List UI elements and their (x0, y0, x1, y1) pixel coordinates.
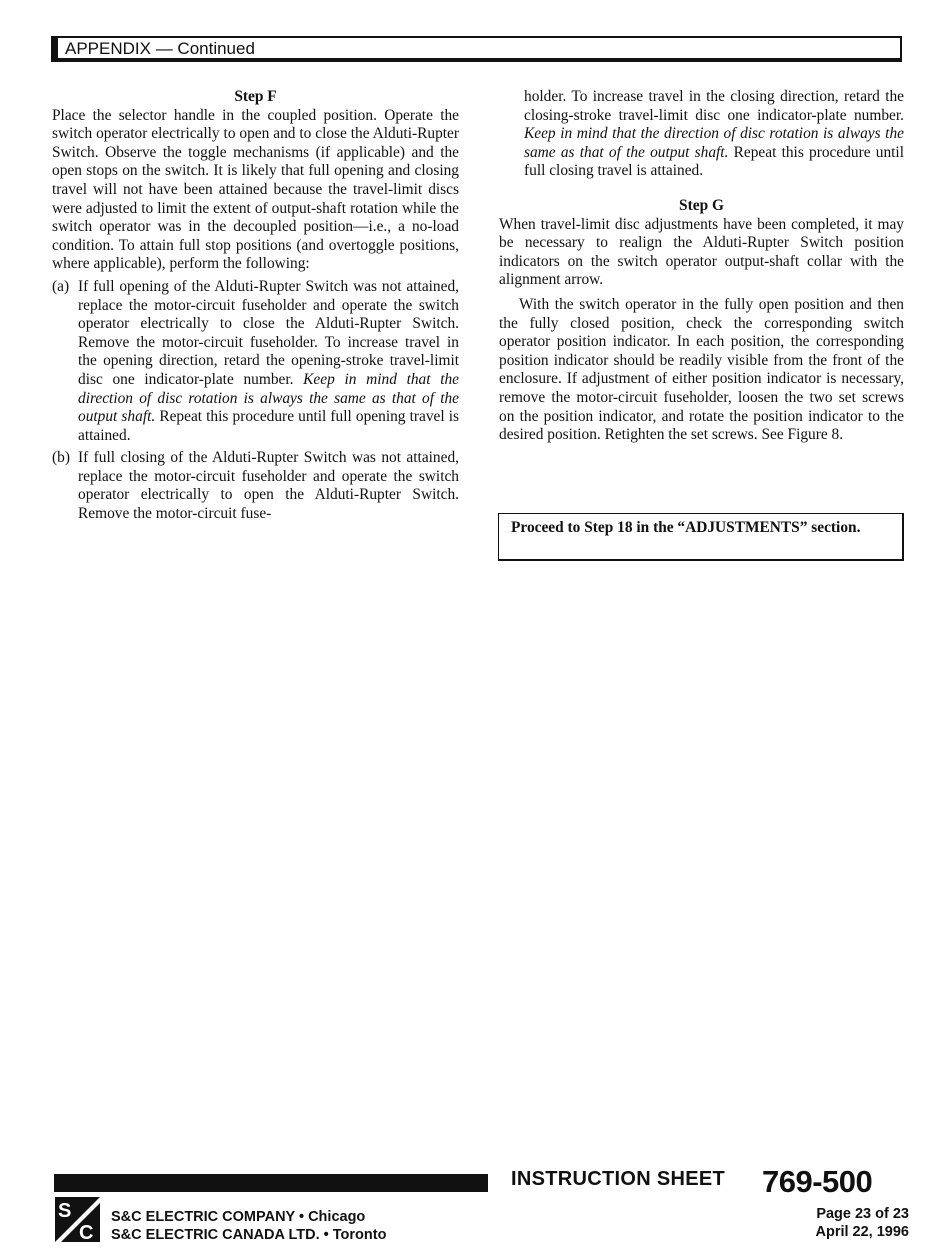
list-body-a (78, 278, 459, 445)
issue-date: April 22, 1996 (815, 1224, 909, 1240)
svg-text:C: C (79, 1222, 94, 1242)
company-line-2: S&C ELECTRIC CANADA LTD. • Toronto (111, 1227, 387, 1243)
company-block (111, 1208, 386, 1244)
svg-text:S: S (58, 1200, 72, 1222)
list-item-b (52, 449, 459, 523)
header-title: APPENDIX — Continued (65, 39, 255, 58)
item-a-text2: Repeat this procedure until full opening travel is attained. (78, 408, 459, 444)
item-b-cont-text1: holder. To increase travel in the closing direction, retard the closing-stroke travel-limit disc one indicator-plate number. (524, 88, 904, 124)
item-b-cont-text2: Repeat this procedure until full closing travel is attained. (524, 143, 904, 180)
step-f-heading: Step F (234, 88, 277, 105)
instruction-sheet-number: 769-500 (762, 1164, 873, 1199)
item-b-cont-italic: Keep in mind that the direction of disc rotation is always the same as that of the output shaft. (524, 125, 904, 161)
list-letter-b: (b) (52, 449, 70, 467)
step-g-para1: When travel-limit disc adjustments have been completed, it may be necessary to realign the Alduti-Rupter Switch position indicators on the switch operator output-shaft collar with the alignment arrow. (499, 215, 904, 289)
right-column (499, 88, 904, 445)
appendix-header (51, 36, 902, 62)
company-line-1: S&C ELECTRIC COMPANY • Chicago (111, 1209, 366, 1225)
left-column (52, 88, 459, 524)
list-item-a (52, 278, 459, 445)
proceed-callout: Proceed to Step 18 in the “ADJUSTMENTS” section. (498, 513, 904, 561)
instruction-sheet-label: INSTRUCTION SHEET (511, 1168, 725, 1190)
page-info (816, 1205, 910, 1241)
step-g-heading: Step G (679, 196, 724, 214)
item-b-continued (499, 88, 904, 181)
step-f-intro: Place the selector handle in the coupled position. Operate the switch operator electrically to open and to close the Alduti-Rupter Switch. Observe the toggle mechanisms (if applicable) and the open stops on the switch. It is likely that full opening and closing travel will not have been attained because the travel-limit discs were adjusted to limit the extent of output-shaft rotation while the switch operator was in the decoupled position—i.e., a no-load condition. To attain full stop positions (and overtoggle positions, where applicable), perform the following: (52, 106, 459, 273)
footer-rule (54, 1174, 488, 1192)
page-number: Page 23 of 23 (816, 1206, 909, 1222)
item-a-text1: If full opening of the Alduti-Rupter Switch was not attained, replace the motor-circuit fuseholder and operate the switch operator electrically to close the Alduti-Rupter Switch. Remove the motor-circuit fuseholder. To increase travel in the opening direction, retard the opening-stroke travel-limit disc one indicator-plate number. (78, 277, 459, 388)
list-letter-a: (a) (52, 277, 70, 295)
step-g-para2: With the switch operator in the fully open position and then the fully closed position, check the corresponding switch operator position indicator. In each position, the corresponding position indicator should be readily visible from the front of the enclosure. If adjustment of either position indicator is necessary, remove the motor-circuit fuseholder, loosen the two set screws on the position indicator, and rotate the position indicator to the desired position. Retighten the set screws. See Figure 8. (499, 295, 904, 444)
item-a-italic: Keep in mind that the direction of disc rotation is always the same as that of the output shaft. (78, 370, 459, 426)
list-body-b: If full closing of the Alduti-Rupter Switch was not attained, replace the motor-circuit fuseholder and operate the switch operator electrically to open the Alduti-Rupter Switch. Remove the motor-circuit fuse- (78, 449, 459, 523)
sc-logo-icon (55, 1197, 100, 1242)
